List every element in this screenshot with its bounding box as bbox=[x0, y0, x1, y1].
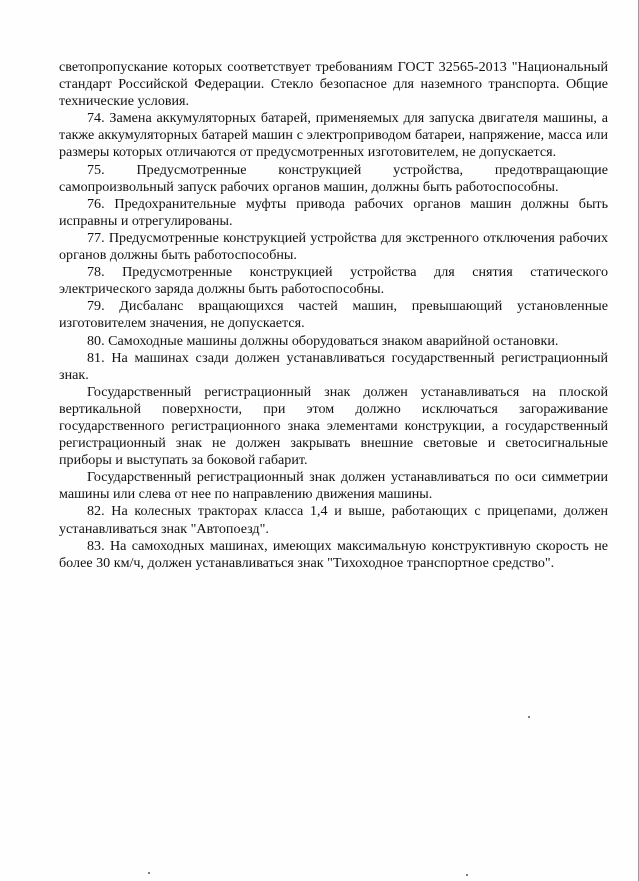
paragraph-77: 77. Предусмотренные конструкцией устройства для экстренного отключения рабочих органов должны быть работоспособны. bbox=[59, 229, 608, 264]
paragraph-83: 83. На самоходных машинах, имеющих максимальную конструктивную скорость не более 30 км/ч, должен устанавливаться знак "Тихоходное транспортное средство". bbox=[59, 537, 608, 571]
scan-speck bbox=[148, 872, 150, 874]
paragraph-76: 76. Предохранительные муфты привода рабочих органов машин должны быть исправны и отрегулированы. bbox=[59, 195, 608, 229]
paragraph-82: 82. На колесных тракторах класса 1,4 и выше, работающих с прицепами, должен устанавливаться знак "Автопоезд". bbox=[59, 503, 608, 537]
scan-speck bbox=[528, 716, 530, 718]
paragraph-81: 81. На машинах сзади должен устанавливаться государственный регистрационный знак. bbox=[59, 349, 608, 383]
paragraph-continuation: светопропускание которых соответствует требованиям ГОСТ 32565-2013 "Национальный стандарт Российской Федерации. Стекло безопасное для наземного транспорта. Общие технические условия. bbox=[59, 59, 608, 110]
paragraph-81-plate-placement: Государственный регистрационный знак должен устанавливаться на плоской вертикальной поверхности, при этом должно исключаться загораживание государственного регистрационного знака элементами конструкции, а государственный регистрационный знак не должен закрывать внешние световые и светосигнальные приборы и выступать за боковой габарит. bbox=[59, 383, 608, 469]
paragraph-79: 79. Дисбаланс вращающихся частей машин, превышающий установленные изготовителем значения, не допускается. bbox=[59, 298, 608, 332]
document-body bbox=[59, 59, 608, 572]
paragraph-78: 78. Предусмотренные конструкцией устройства для снятия статического электрического заряда должны быть работоспособны. bbox=[59, 264, 608, 298]
paragraph-74: 74. Замена аккумуляторных батарей, применяемых для запуска двигателя машины, а также аккумуляторных батарей машин с электроприводом батареи, напряжение, масса или размеры которых отличаются от предусмотренных изготовителем, не допускается. bbox=[59, 110, 608, 161]
scan-speck bbox=[466, 874, 468, 876]
paragraph-81-plate-axis: Государственный регистрационный знак должен устанавливаться по оси симметрии машины или слева от нее по направлению движения машины. bbox=[59, 469, 608, 503]
paragraph-75: 75. Предусмотренные конструкцией устройства, предотвращающие самопроизвольный запуск рабочих органов машин, должны быть работоспособны. bbox=[59, 161, 608, 195]
paragraph-80: 80. Самоходные машины должны оборудоваться знаком аварийной остановки. bbox=[87, 332, 559, 349]
